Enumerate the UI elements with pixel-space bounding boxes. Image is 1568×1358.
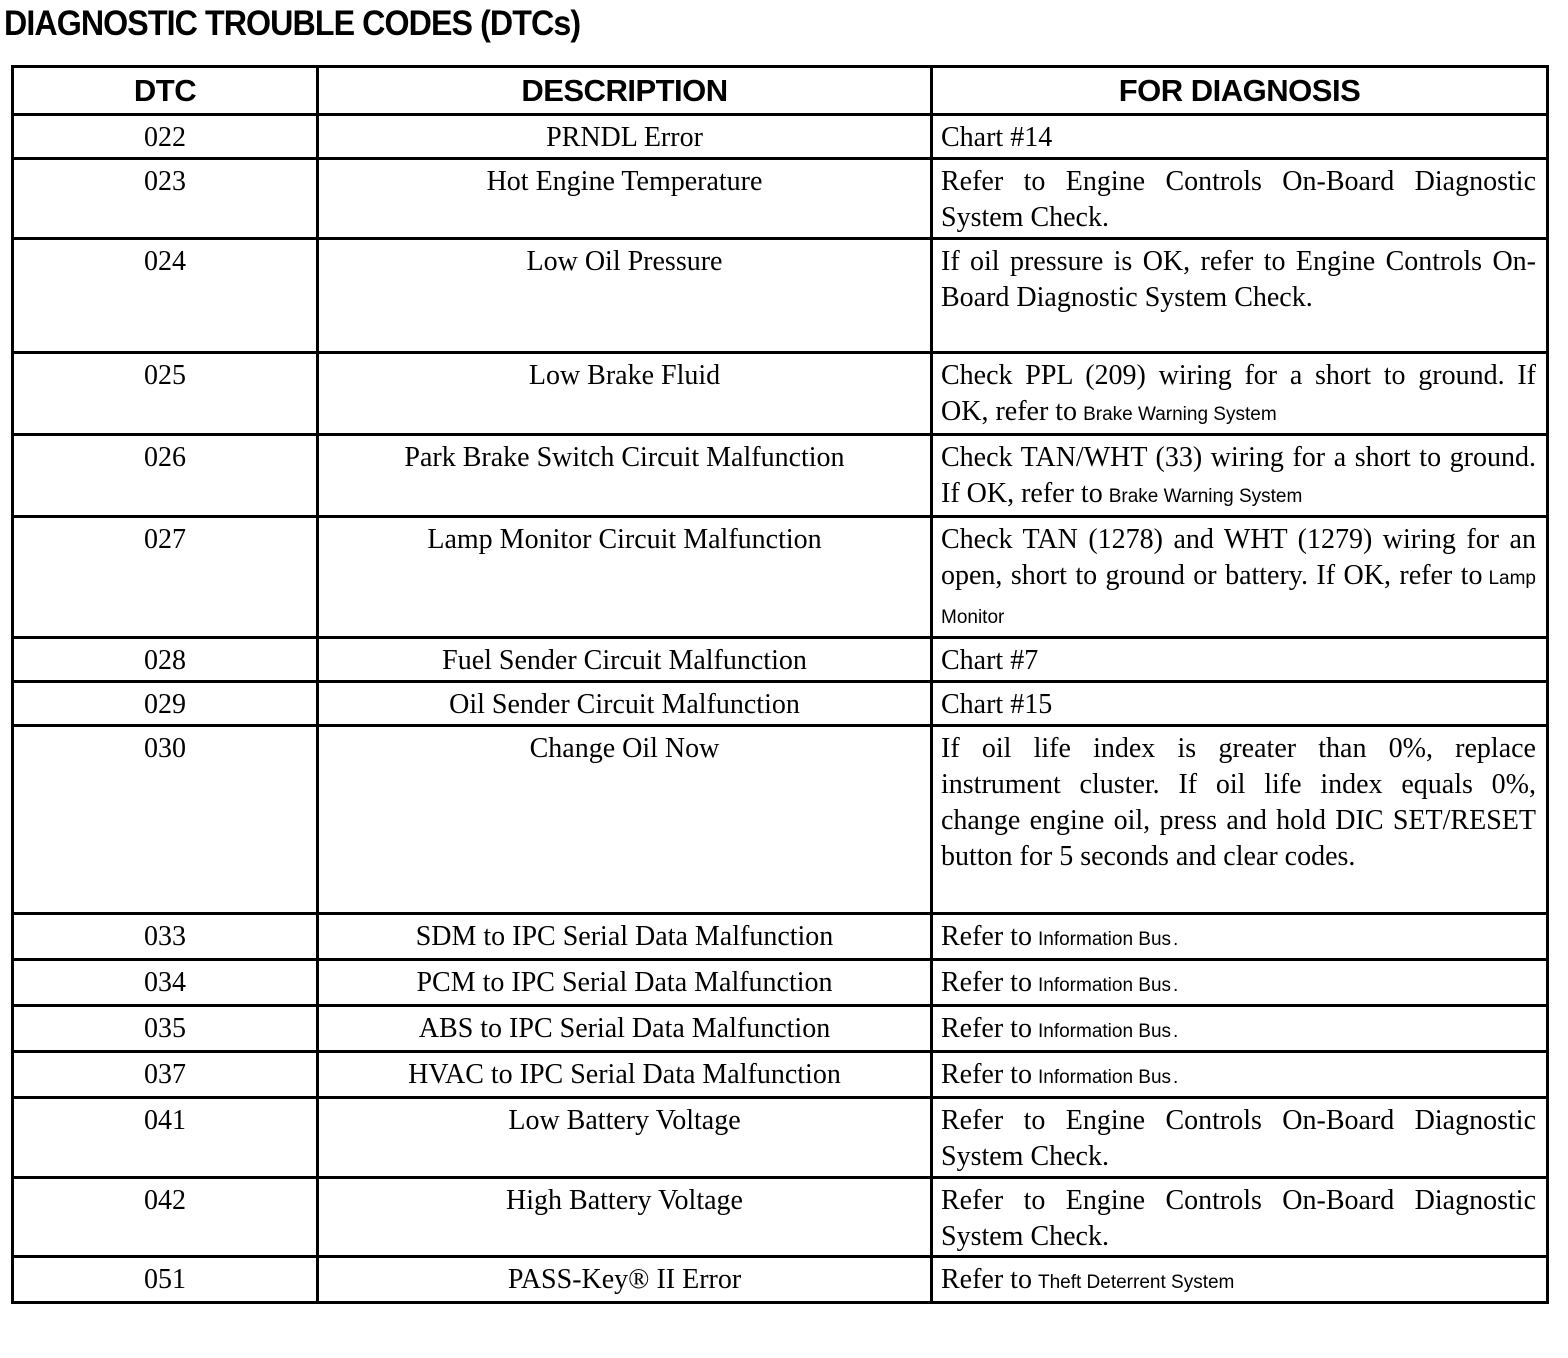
table-row [13,435,1548,517]
description-cell: Hot Engine Temperature [318,159,932,239]
table-row [13,517,1548,638]
diagnosis-text: Refer to Engine Controls On-Board Diagnostic System Check. [941,1105,1536,1172]
diagnosis-cell [932,1178,1548,1257]
dtc-cell: 037 [13,1052,318,1098]
description-cell: High Battery Voltage [318,1178,932,1257]
diagnosis-text: Refer to [941,921,1032,952]
diagnosis-text: Refer to Engine Controls On-Board Diagnostic System Check. [941,1185,1536,1252]
description-cell: SDM to IPC Serial Data Malfunction [318,914,932,960]
description-cell: HVAC to IPC Serial Data Malfunction [318,1052,932,1098]
description-cell: Low Brake Fluid [318,353,932,435]
dtc-cell: 041 [13,1098,318,1178]
dtc-cell: 029 [13,682,318,726]
table-row [13,1178,1548,1257]
description-cell: ABS to IPC Serial Data Malfunction [318,1006,932,1052]
diagnosis-text: Refer to [941,1264,1032,1295]
dtc-cell: 023 [13,159,318,239]
header-description: DESCRIPTION [318,67,932,115]
reference-link[interactable]: Lamp Monitor [941,568,1536,628]
dtc-cell: 030 [13,726,318,914]
header-dtc: DTC [13,67,318,115]
diagnosis-cell [932,115,1548,159]
table-row [13,1098,1548,1178]
table-row [13,353,1548,435]
description-cell: PCM to IPC Serial Data Malfunction [318,960,932,1006]
table-row [13,1006,1548,1052]
dtc-cell: 026 [13,435,318,517]
dtc-cell: 035 [13,1006,318,1052]
diagnosis-cell [932,517,1548,638]
table-row [13,914,1548,960]
dtc-cell: 042 [13,1178,318,1257]
diagnosis-cell [932,435,1548,517]
table-row [13,239,1548,353]
table-header-row [13,67,1548,115]
diagnosis-cell [932,1006,1548,1052]
reference-suffix: . [1173,1021,1179,1042]
reference-suffix: . [1173,929,1179,950]
table-row [13,682,1548,726]
reference-link[interactable]: Brake Warning System [1083,404,1277,425]
diagnosis-cell [932,960,1548,1006]
diagnosis-cell [932,638,1548,682]
header-diagnosis: FOR DIAGNOSIS [932,67,1548,115]
description-cell: Low Battery Voltage [318,1098,932,1178]
diagnosis-text: Check TAN/WHT (33) wiring for a short to ground. If OK, refer to [941,442,1536,509]
dtc-cell: 051 [13,1257,318,1303]
diagnosis-cell [932,726,1548,914]
dtc-cell: 022 [13,115,318,159]
reference-link[interactable]: Information Bus [1037,929,1172,950]
reference-link[interactable]: Information Bus [1037,975,1172,996]
dtc-cell: 025 [13,353,318,435]
dtc-cell: 027 [13,517,318,638]
dtc-cell: 034 [13,960,318,1006]
diagnosis-text: Refer to [941,1059,1032,1090]
diagnosis-cell [932,682,1548,726]
description-cell: Change Oil Now [318,726,932,914]
table-row [13,638,1548,682]
diagnosis-text: If oil pressure is OK, refer to Engine Controls On-Board Diagnostic System Check. [941,246,1536,313]
reference-link[interactable]: Information Bus [1037,1067,1172,1088]
description-cell: Lamp Monitor Circuit Malfunction [318,517,932,638]
table-row [13,1257,1548,1303]
table-row [13,960,1548,1006]
reference-link[interactable]: Information Bus [1037,1021,1172,1042]
diagnosis-text: Chart #7 [941,645,1039,676]
diagnosis-cell [932,239,1548,353]
diagnosis-cell [932,1257,1548,1303]
diagnosis-text: Refer to [941,1013,1032,1044]
diagnosis-text: Refer to [941,967,1032,998]
diagnosis-text: If oil life index is greater than 0%, replace instrument cluster. If oil life index equals 0%, change engine oil, press and hold DIC SET/RESET button for 5 seconds and clear codes. [941,733,1536,872]
reference-link[interactable]: Theft Deterrent System [1037,1272,1235,1293]
diagnosis-text: Check TAN (1278) and WHT (1279) wiring for an open, short to ground or battery. If OK, refer to [941,524,1536,591]
diagnosis-cell [932,1098,1548,1178]
table-row [13,726,1548,914]
reference-suffix: . [1173,975,1179,996]
table-row [13,1052,1548,1098]
diagnosis-text: Check PPL (209) wiring for a short to ground. If OK, refer to [941,360,1536,427]
description-cell: Low Oil Pressure [318,239,932,353]
diagnosis-text: Chart #15 [941,689,1053,720]
dtc-cell: 033 [13,914,318,960]
table-row [13,159,1548,239]
dtc-cell: 028 [13,638,318,682]
diagnosis-cell [932,159,1548,239]
description-cell: Park Brake Switch Circuit Malfunction [318,435,932,517]
table-row [13,115,1548,159]
diagnosis-cell [932,914,1548,960]
description-cell: PASS-Key® II Error [318,1257,932,1303]
dtc-table [11,65,1549,1304]
diagnosis-text: Refer to Engine Controls On-Board Diagnostic System Check. [941,166,1536,233]
diagnosis-cell [932,353,1548,435]
dtc-cell: 024 [13,239,318,353]
diagnosis-cell [932,1052,1548,1098]
description-cell: PRNDL Error [318,115,932,159]
reference-link[interactable]: Brake Warning System [1108,486,1303,507]
reference-suffix: . [1173,1067,1179,1088]
description-cell: Oil Sender Circuit Malfunction [318,682,932,726]
description-cell: Fuel Sender Circuit Malfunction [318,638,932,682]
diagnosis-text: Chart #14 [941,122,1053,153]
page-title: DIAGNOSTIC TROUBLE CODES (DTCs) [4,4,581,43]
